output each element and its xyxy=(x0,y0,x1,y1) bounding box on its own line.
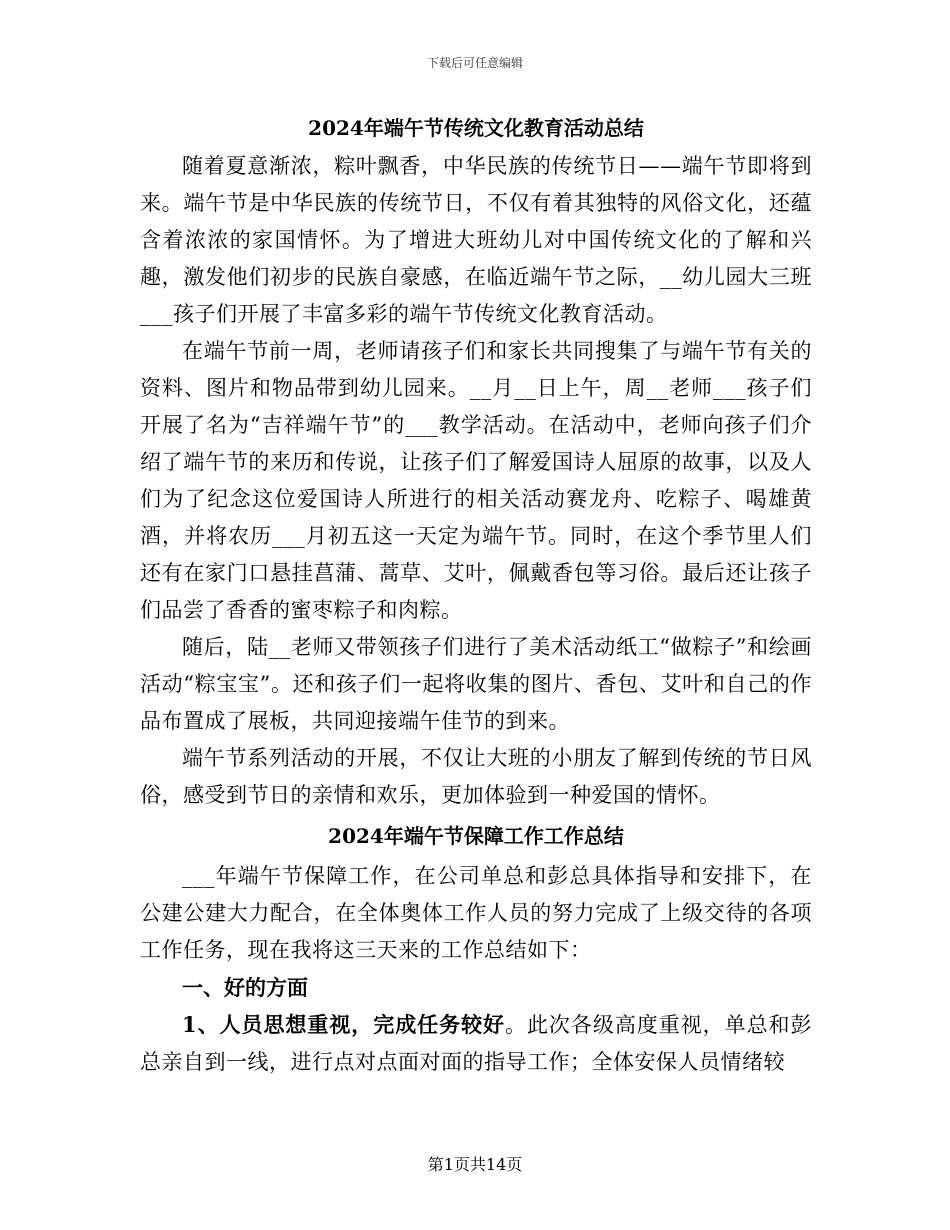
section2-heading-1: 一、好的方面 xyxy=(182,975,308,1000)
section1-paragraph-2: 在端午节前一周，老师请孩子们和家长共同搜集了与端午节有关的资料、图片和物品带到幼儿园来。__月__日上午，周__老师___孩子们开展了名为“吉祥端午节”的___教学活动。在活动中，老师向孩子们介绍了端午节的来历和传说，让孩子们了解爱国诗人屈原的故事，以及人们为了纪念这位爱国诗人所进行的相关活动赛龙舟、吃粽子、喝雄黄酒，并将农历___月初五这一天定为端午节。同时，在这个季节里人们还有在家门口悬挂菖蒲、蒿草、艾叶，佩戴香包等习俗。最后还让孩子们品尝了香香的蜜枣粽子和肉粽。 xyxy=(140,339,812,622)
section2-intro: ___年端午节保障工作，在公司单总和彭总具体指导和安排下，在公建公建大力配合，在全体奥体工作人员的努力完成了上级交待的各项工作任务，现在我将这三天来的工作总结如下： xyxy=(140,864,812,962)
section1-paragraph-4: 端午节系列活动的开展，不仅让大班的小朋友了解到传统的节日风俗，感受到节日的亲情和欢乐，更加体验到一种爱国的情怀。 xyxy=(140,746,812,807)
page-number: 第1页共14页 xyxy=(427,1155,523,1174)
section2-item-1-text: 。此次各级高度重视，单总和彭总亲自到一线，进行点对点面对面的指导工作；全体安保人员情绪较 xyxy=(140,1013,812,1074)
section1-paragraph-1: 随着夏意渐浓，粽叶飘香，中华民族的传统节日——端午节即将到来。端午节是中华民族的传统节日，不仅有着其独特的风俗文化，还蕴含着浓浓的家国情怀。为了增进大班幼儿对中国传统文化的了解和兴趣，激发他们初步的民族自豪感，在临近端午节之际，__幼儿园大三班___孩子们开展了丰富多彩的端午节传统文化教育活动。 xyxy=(140,154,812,326)
section1-title: 2024年端午节传统文化教育活动总结 xyxy=(308,116,644,140)
section2-item-1-lead: 1、人员思想重视，完成任务较好 xyxy=(182,1012,506,1037)
document-body xyxy=(140,108,812,1081)
section2-title: 2024年端午节保障工作工作总结 xyxy=(328,824,624,848)
section2-item-1 xyxy=(140,1006,812,1081)
section1-paragraph-3: 随后，陆__老师又带领孩子们进行了美术活动纸工“做粽子”和绘画活动“粽宝宝”。还和孩子们一起将收集的图片、香包、艾叶和自己的作品布置成了展板，共同迎接端午佳节的到来。 xyxy=(140,635,812,733)
header-note: 下载后可任意编辑 xyxy=(426,56,523,70)
